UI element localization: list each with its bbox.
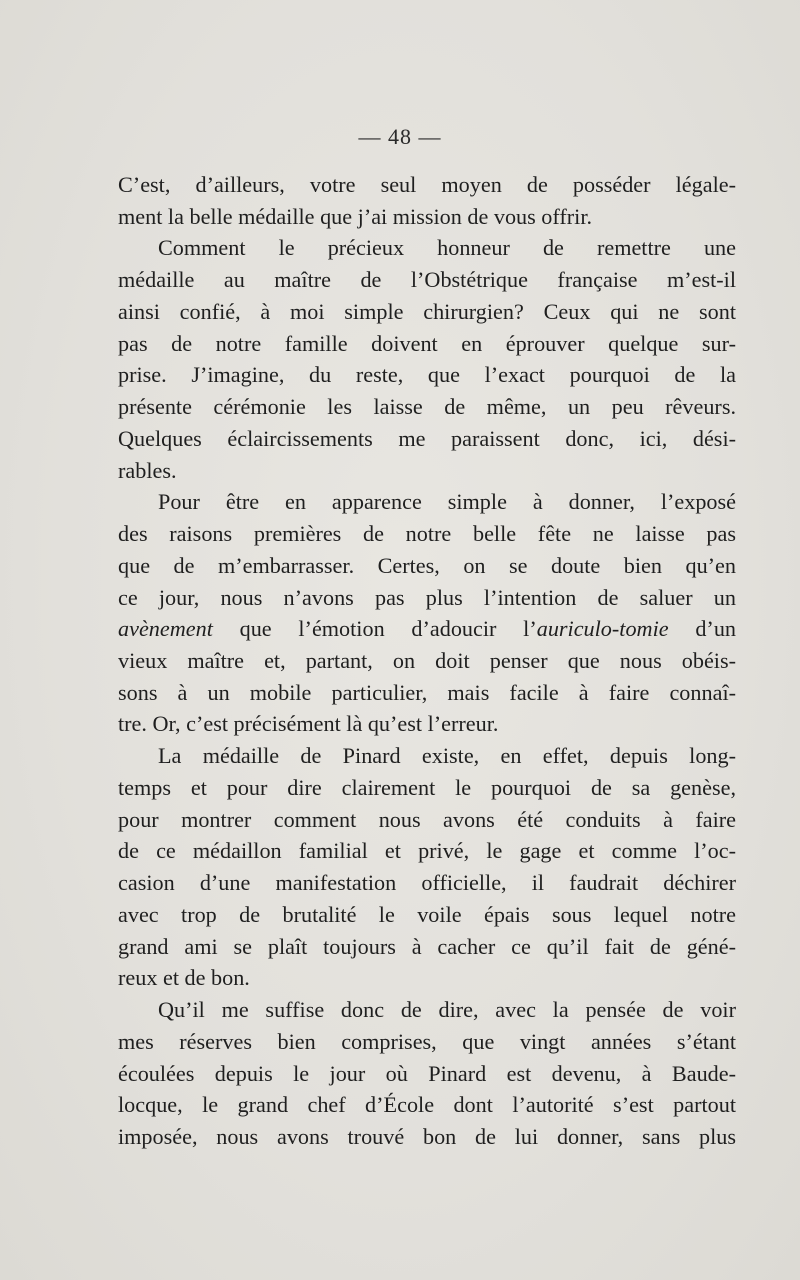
text-line: Qu’il me suffise donc de dire, avec la pensée de voir xyxy=(158,997,736,1023)
text-line: locque, le grand chef d’École dont l’autorité s’est partout xyxy=(118,1092,736,1118)
italic-word: avènement xyxy=(118,616,213,642)
text-line: ce jour, nous n’avons pas plus l’intention de saluer un xyxy=(118,584,736,610)
italic-word: auriculo-tomie xyxy=(536,616,669,642)
text-line: reux et de bon. xyxy=(118,965,250,991)
text-line: Comment le précieux honneur de remettre une xyxy=(158,235,736,261)
text-line: C’est, d’ailleurs, votre seul moyen de posséder légale- xyxy=(118,172,736,197)
text-line: pour montrer comment nous avons été conduits à faire xyxy=(118,806,736,832)
text-line: sons à un mobile particulier, mais facile à faire connaî- xyxy=(118,679,736,705)
text-line: casion d’une manifestation officielle, il faudrait déchirer xyxy=(118,870,736,896)
text-line: Pour être en apparence simple à donner, l’exposé xyxy=(158,489,736,515)
text-line: ainsi confié, à moi simple chirurgien? Ceux qui ne sont xyxy=(118,298,736,324)
text-run: que l’émotion d’adoucir l’ xyxy=(212,616,537,642)
text-line: mes réserves bien comprises, que vingt années s’étant xyxy=(118,1028,736,1054)
text-line: tre. Or, c’est précisément là qu’est l’erreur. xyxy=(118,711,499,737)
text-line: présente cérémonie les laisse de même, un peu rêveurs. xyxy=(118,394,736,420)
text-line: rables. xyxy=(118,457,177,483)
text-line: La médaille de Pinard existe, en effet, depuis long- xyxy=(158,743,736,769)
text-line: grand ami se plaît toujours à cacher ce qu’il fait de géné- xyxy=(118,933,736,959)
text-line: vieux maître et, partant, on doit penser que nous obéis- xyxy=(118,648,736,674)
text-line: écoulées depuis le jour où Pinard est devenu, à Baude- xyxy=(118,1060,736,1086)
text-line: médaille au maître de l’Obstétrique française m’est-il xyxy=(118,267,736,293)
text-line: prise. J’imagine, du reste, que l’exact pourquoi de la xyxy=(118,362,736,388)
text-line: des raisons premières de notre belle fête ne laisse pas xyxy=(118,521,736,547)
text-line: avec trop de brutalité le voile épais sous lequel notre xyxy=(118,901,736,927)
page-number: — 48 — xyxy=(358,124,442,149)
text-line: imposée, nous avons trouvé bon de lui donner, sans plus xyxy=(118,1124,736,1150)
text-line: temps et pour dire clairement le pourquoi de sa genèse, xyxy=(118,774,736,800)
text-line: de ce médaillon familial et privé, le gage et comme l’oc- xyxy=(118,838,736,864)
text-line: pas de notre famille doivent en éprouver quelque sur- xyxy=(118,330,736,356)
text-line: Quelques éclaircissements me paraissent donc, ici, dési- xyxy=(118,425,736,451)
text-line-mixed xyxy=(118,613,736,645)
body-text xyxy=(118,169,736,1153)
text-line: que de m’embarrasser. Certes, on se doute bien qu’en xyxy=(118,552,736,578)
text-run: d’un xyxy=(668,616,737,642)
text-line: ment la belle médaille que j’ai mission de vous offrir. xyxy=(118,203,593,229)
